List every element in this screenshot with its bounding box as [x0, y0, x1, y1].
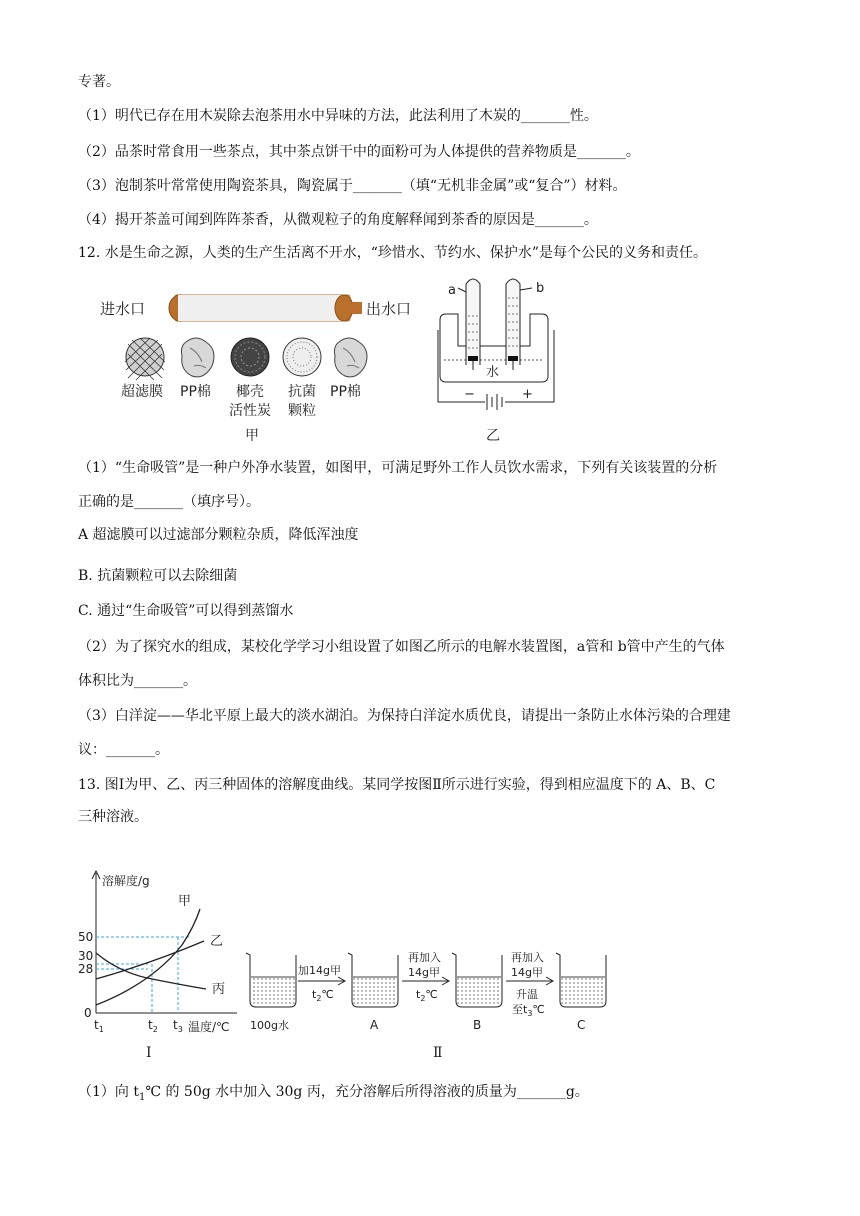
- option-a: A 超滤膜可以过滤部分颗粒杂质，降低浑浊度: [78, 527, 359, 543]
- x-tick: $t_2$: [148, 1018, 158, 1034]
- text-line: 三种溶液。: [78, 809, 148, 825]
- beaker-water: [246, 953, 296, 1007]
- curve-label: 乙: [210, 934, 224, 949]
- curve-bing: [96, 953, 206, 989]
- question-13: 13. 图Ⅰ为甲、乙、丙三种固体的溶解度曲线。某同学按图Ⅱ所示进行实验，得到相应温度下的 A、B、C: [78, 777, 716, 793]
- y-tick: 30: [78, 949, 94, 963]
- figure-yi: [430, 270, 570, 448]
- figure-caption: Ⅱ: [433, 1045, 443, 1061]
- figure-caption: 甲: [245, 428, 259, 444]
- item-label: 抗菌: [288, 384, 316, 400]
- step-label: 加14g甲: [298, 964, 341, 977]
- tube-a-label: a: [448, 283, 456, 298]
- figure-caption: 乙: [486, 428, 500, 444]
- beaker-label: A: [370, 1018, 379, 1032]
- curve-yi: [96, 941, 204, 979]
- item-label: 活性炭: [229, 403, 271, 419]
- arrow-icon: [298, 977, 345, 985]
- curve-label: 甲: [178, 894, 192, 909]
- beaker-c: [556, 953, 606, 1007]
- beaker-a: [348, 953, 398, 1007]
- antibacterial-granule-icon: [283, 338, 321, 376]
- text-line: （3）白洋淀——华北平原上最大的淡水湖泊。为保持白洋淀水质优良，请提出一条防止水体污染的合理建: [78, 708, 731, 724]
- inlet-label: 进水口: [100, 300, 146, 318]
- question-12: 12. 水是生命之源，人类的生产生活离不开水，“珍惜水、节约水、保护水”是每个公民的义务和责任。: [78, 245, 708, 261]
- step-label: 升温: [516, 988, 538, 1001]
- figure-caption: Ⅰ: [146, 1045, 152, 1061]
- text-line: （2）品茶时常食用一些茶点，其中茶点饼干中的面粉可为人体提供的营养物质是_______。: [78, 144, 640, 160]
- option-b: B. 抗菌颗粒可以去除细菌: [78, 568, 238, 584]
- curve-label: 丙: [212, 982, 226, 997]
- y-tick: 50: [78, 930, 94, 944]
- text-line: 正确的是_______（填序号）。: [78, 494, 260, 510]
- item-label: PP棉: [180, 384, 211, 400]
- y-axis-label: 溶解度/g: [102, 874, 150, 888]
- x-tick: $t_1$: [94, 1018, 104, 1034]
- coconut-carbon-icon: [231, 338, 269, 376]
- step-label: 至$t_3℃$: [512, 1003, 545, 1018]
- curve-jia: [96, 909, 200, 1005]
- ultrafiltration-membrane-icon: [125, 338, 165, 380]
- step-label: $t_2℃$: [312, 988, 334, 1003]
- plus-label: +: [522, 387, 533, 402]
- y-tick: 0: [84, 1006, 92, 1020]
- beaker-label: 100g水: [250, 1019, 289, 1032]
- x-axis-label: 温度/℃: [188, 1020, 230, 1034]
- text-line: 体积比为_______。: [78, 673, 197, 689]
- minus-label: −: [464, 387, 475, 402]
- option-c: C. 通过“生命吸管”可以得到蒸馏水: [78, 603, 294, 619]
- text-line: 议：_______。: [78, 742, 169, 758]
- pp-cotton-icon: [335, 338, 368, 377]
- outlet-label: 出水口: [366, 300, 412, 318]
- water-label: 水: [486, 365, 500, 380]
- text-line: 专著。: [78, 74, 120, 90]
- text-line: （1）明代已存在用木炭除去泡茶用水中异味的方法，此法利用了木炭的_______性。: [78, 108, 598, 124]
- step-label: 再加入: [511, 951, 544, 964]
- beaker-label: C: [577, 1018, 586, 1032]
- item-label: 颗粒: [288, 403, 316, 419]
- text-line: （4）揭开茶盖可闻到阵阵茶香，从微观粒子的角度解释闻到茶香的原因是_______。: [78, 212, 598, 228]
- item-label: 超滤膜: [121, 384, 163, 400]
- pp-cotton-icon: [182, 338, 215, 377]
- item-label: PP棉: [330, 384, 361, 400]
- text-line: （2）为了探究水的组成，某校化学学习小组设置了如图乙所示的电解水装置图，a管和 b管中产生的气体: [78, 639, 725, 655]
- step-label: $t_2℃$: [416, 988, 438, 1003]
- text-line: （1）向 $t_1℃$ 的 50g 水中加入 30g 丙，充分溶解后所得溶液的质量为_______g。: [78, 1084, 589, 1103]
- beaker-label: B: [473, 1018, 482, 1032]
- solubility-chart: [72, 865, 247, 1065]
- step-label: 再加入: [408, 951, 441, 964]
- item-label: 椰壳: [236, 384, 264, 400]
- text-line: （1）“生命吸管”是一种户外净水装置，如图甲，可满足野外工作人员饮水需求，下列有关该装置的分析: [78, 460, 718, 476]
- y-tick: 28: [78, 962, 94, 976]
- text-line: （3）泡制茶叶常常使用陶瓷茶具，陶瓷属于_______（填“无机非金属”或“复合”）材料。: [78, 178, 627, 194]
- experiment-flow: [240, 945, 620, 1065]
- figure-jia: [90, 282, 430, 447]
- tube-b-label: b: [536, 281, 545, 296]
- step-label: 14g甲: [511, 966, 543, 979]
- beaker-b: [452, 953, 502, 1007]
- step-label: 14g甲: [408, 966, 440, 979]
- x-tick: $t_3$: [173, 1018, 183, 1034]
